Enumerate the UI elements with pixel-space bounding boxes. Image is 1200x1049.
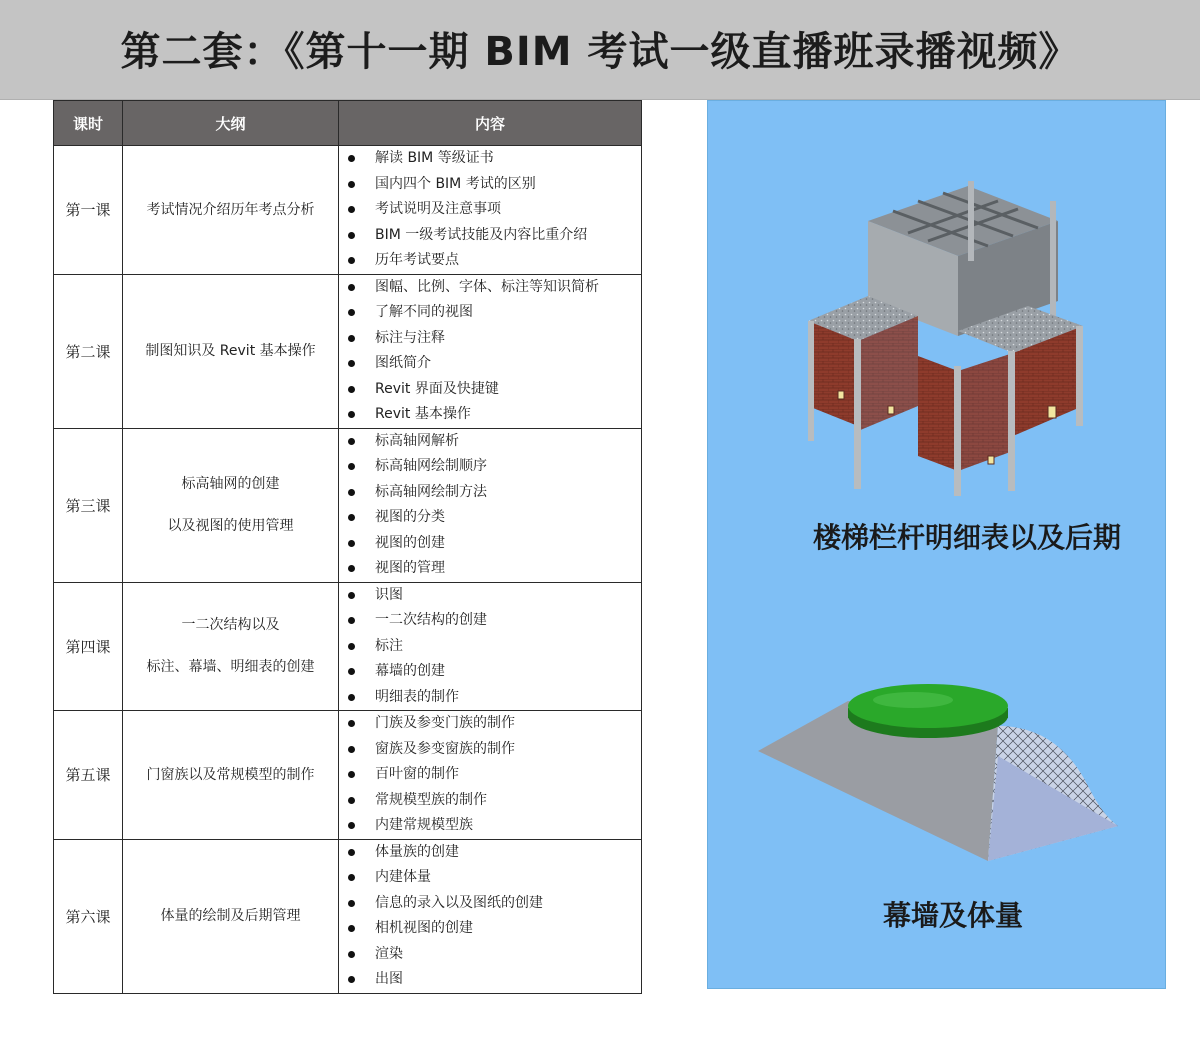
list-item: 图幅、比例、字体、标注等知识简析 bbox=[339, 275, 641, 301]
list-item: 明细表的制作 bbox=[339, 685, 641, 711]
list-item: 图纸简介 bbox=[339, 351, 641, 377]
building-model-image bbox=[808, 181, 1108, 501]
table-row bbox=[54, 146, 642, 275]
content-cell bbox=[339, 839, 642, 993]
list-item: 标高轴网绘制方法 bbox=[339, 480, 641, 506]
outline-line: 制图知识及 Revit 基本操作 bbox=[145, 343, 316, 359]
list-item: 内建常规模型族 bbox=[339, 813, 641, 839]
outline-line: 一二次结构以及 bbox=[181, 617, 280, 634]
list-item: 窗族及参变窗族的制作 bbox=[339, 737, 641, 763]
model-preview-panel bbox=[707, 100, 1166, 989]
list-item: 一二次结构的创建 bbox=[339, 608, 641, 634]
list-item: Revit 基本操作 bbox=[339, 402, 641, 428]
table-row bbox=[54, 274, 642, 428]
list-item: 门族及参变门族的制作 bbox=[339, 711, 641, 737]
list-item: 视图的管理 bbox=[339, 556, 641, 582]
list-item: 百叶窗的制作 bbox=[339, 762, 641, 788]
content-cell bbox=[339, 428, 642, 582]
table-row bbox=[54, 839, 642, 993]
course-outline-table bbox=[53, 100, 642, 994]
list-item: 内建体量 bbox=[339, 865, 641, 891]
list-item: 标注 bbox=[339, 634, 641, 660]
outline-line: 标注、幕墙、明细表的创建 bbox=[146, 659, 315, 676]
caption-stair-railing-schedule: 楼梯栏杆明细表以及后期 bbox=[812, 521, 1121, 554]
content-list bbox=[339, 840, 641, 993]
lesson-cell: 第二课 bbox=[54, 274, 123, 428]
list-item: 解读 BIM 等级证书 bbox=[339, 146, 641, 172]
outline-cell bbox=[123, 582, 339, 711]
outline-line: 标高轴网的创建 bbox=[181, 476, 280, 492]
content-list bbox=[339, 275, 641, 428]
curtain-wall-mass-image bbox=[758, 666, 1128, 866]
lesson-cell: 第四课 bbox=[54, 582, 123, 711]
outline-cell bbox=[123, 274, 339, 428]
lesson-cell: 第一课 bbox=[54, 146, 123, 275]
content-list bbox=[339, 429, 641, 582]
list-item: 信息的录入以及图纸的创建 bbox=[339, 891, 641, 917]
list-item: 出图 bbox=[339, 967, 641, 993]
content-cell bbox=[339, 146, 642, 275]
outline-cell bbox=[123, 428, 339, 582]
list-item: 渲染 bbox=[339, 942, 641, 968]
list-item: 历年考试要点 bbox=[339, 248, 641, 274]
content-list bbox=[339, 146, 641, 274]
outline-cell bbox=[123, 711, 339, 840]
list-item: Revit 界面及快捷键 bbox=[339, 377, 641, 403]
list-item: BIM 一级考试技能及内容比重介绍 bbox=[339, 223, 641, 249]
content-cell bbox=[339, 582, 642, 711]
content-list bbox=[339, 711, 641, 839]
caption-curtain-wall-mass: 幕墙及体量 bbox=[882, 899, 1023, 932]
list-item: 标注与注释 bbox=[339, 326, 641, 352]
content-list bbox=[339, 583, 641, 711]
outline-cell bbox=[123, 839, 339, 993]
header-outline: 大纲 bbox=[123, 101, 339, 146]
title-bar bbox=[0, 0, 1200, 100]
list-item: 常规模型族的制作 bbox=[339, 788, 641, 814]
page-title: 第二套：《第十一期 BIM 考试一级直播班录播视频》 bbox=[120, 29, 1080, 75]
outline-cell bbox=[123, 146, 339, 275]
content-cell bbox=[339, 711, 642, 840]
lesson-cell: 第三课 bbox=[54, 428, 123, 582]
table-header-row bbox=[54, 101, 642, 146]
outline-line: 体量的绘制及后期管理 bbox=[160, 908, 301, 924]
header-lesson: 课时 bbox=[54, 101, 123, 146]
table-row bbox=[54, 711, 642, 840]
list-item: 幕墙的创建 bbox=[339, 659, 641, 685]
outline-line: 门窗族以及常规模型的制作 bbox=[146, 766, 315, 783]
list-item: 了解不同的视图 bbox=[339, 300, 641, 326]
lesson-cell: 第六课 bbox=[54, 839, 123, 993]
list-item: 体量族的创建 bbox=[339, 840, 641, 866]
list-item: 国内四个 BIM 考试的区别 bbox=[339, 172, 641, 198]
outline-line: 考试情况介绍历年考点分析 bbox=[146, 201, 315, 218]
table-row bbox=[54, 428, 642, 582]
list-item: 视图的创建 bbox=[339, 531, 641, 557]
list-item: 考试说明及注意事项 bbox=[339, 197, 641, 223]
list-item: 视图的分类 bbox=[339, 505, 641, 531]
list-item: 相机视图的创建 bbox=[339, 916, 641, 942]
list-item: 标高轴网绘制顺序 bbox=[339, 454, 641, 480]
lesson-cell: 第五课 bbox=[54, 711, 123, 840]
table-row bbox=[54, 582, 642, 711]
list-item: 识图 bbox=[339, 583, 641, 609]
outline-line: 以及视图的使用管理 bbox=[167, 518, 294, 534]
list-item: 标高轴网解析 bbox=[339, 429, 641, 455]
content-cell bbox=[339, 274, 642, 428]
header-content: 内容 bbox=[339, 101, 642, 146]
